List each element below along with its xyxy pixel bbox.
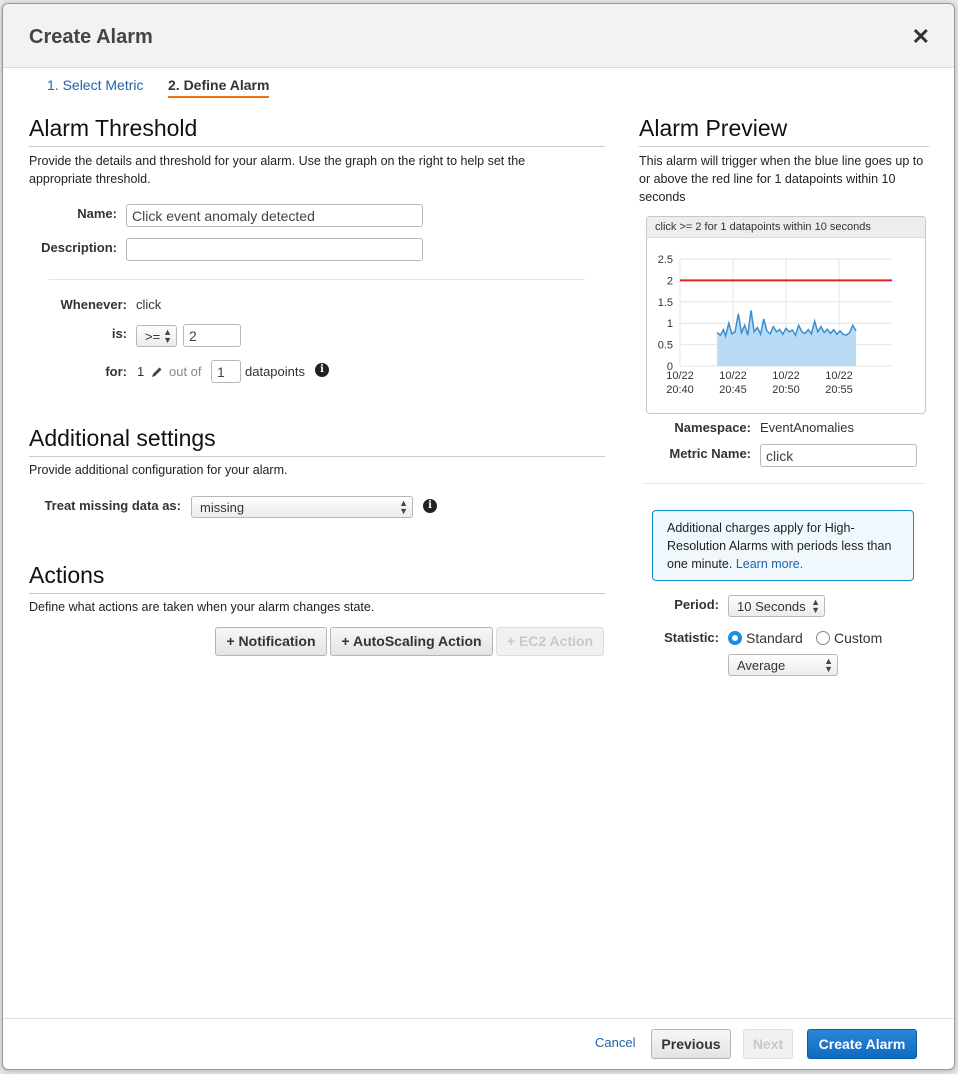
datapoints-label: datapoints — [245, 364, 305, 379]
section-rule — [639, 146, 929, 147]
y-tick-label: 1.5 — [657, 296, 673, 309]
datapoints-input[interactable] — [211, 360, 241, 383]
custom-radio[interactable] — [816, 631, 830, 645]
is-label: is: — [111, 326, 127, 341]
actions-description: Define what actions are taken when your alarm changes state. — [29, 600, 375, 614]
dialog-header — [3, 4, 954, 68]
next-button[interactable]: Next — [743, 1029, 793, 1059]
namespace-value: EventAnomalies — [760, 420, 854, 435]
statistic-select[interactable] — [728, 654, 838, 676]
alarm-description-input[interactable] — [126, 238, 423, 261]
chart-title: click >= 2 for 1 datapoints within 10 seconds — [647, 217, 925, 238]
period-value: 10 Seconds — [737, 599, 806, 614]
x-tick-label: 20:55 — [825, 384, 853, 396]
custom-label: Custom — [834, 630, 883, 646]
alarm-preview-chart — [646, 216, 926, 414]
x-tick-label: 20:45 — [719, 384, 747, 396]
whenever-label: Whenever: — [60, 297, 127, 312]
y-tick-label: 0.5 — [657, 339, 673, 352]
missing-data-value: missing — [200, 500, 245, 515]
threshold-description: Provide the details and threshold for your alarm. Use the graph on the right to help set the appropriate threshold. — [29, 154, 526, 186]
metric-name-label: Metric Name: — [669, 446, 751, 461]
dialog-title: Create Alarm — [29, 26, 153, 48]
x-tick-label: 10/22 — [772, 370, 800, 382]
period-label: Period: — [674, 597, 719, 612]
out-of-text: out of — [169, 364, 202, 379]
missing-data-select[interactable] — [191, 496, 413, 518]
create-alarm-dialog — [2, 3, 955, 1070]
section-rule — [29, 593, 605, 594]
alarm-threshold-heading: Alarm Threshold — [29, 115, 198, 141]
select-arrows-icon: ▲ ▼ — [824, 656, 833, 674]
section-rule — [29, 456, 605, 457]
additional-settings-heading: Additional settings — [29, 425, 216, 451]
add-ec2-action-button[interactable]: + EC2 Action — [496, 627, 604, 656]
learn-more-link[interactable]: Learn more. — [735, 557, 804, 571]
standard-label: Standard — [746, 630, 803, 646]
statistic-value: Average — [737, 658, 786, 673]
notice-text: Additional charges apply for High-Resolution Alarms with periods less than one minute. — [667, 521, 892, 571]
period-select[interactable] — [728, 595, 825, 617]
info-icon[interactable]: i — [423, 499, 437, 513]
namespace-label: Namespace: — [674, 420, 751, 435]
cancel-link[interactable]: Cancel — [595, 1035, 636, 1050]
alarm-preview-heading: Alarm Preview — [639, 115, 788, 141]
select-arrows-icon: ▲ ▼ — [811, 597, 820, 615]
x-tick-label: 20:50 — [772, 384, 800, 396]
previous-button[interactable]: Previous — [651, 1029, 731, 1059]
for-label: for: — [105, 364, 127, 379]
threshold-value-input[interactable] — [183, 324, 241, 347]
select-arrows-icon: ▲ ▼ — [163, 327, 172, 345]
operator-select[interactable] — [136, 325, 177, 347]
y-tick-label: 1 — [666, 318, 673, 331]
select-arrows-icon: ▲ ▼ — [399, 498, 408, 516]
y-tick-label: 2 — [666, 275, 673, 288]
footer-rule — [3, 1018, 954, 1019]
step-define-alarm[interactable]: 2. Define Alarm — [168, 77, 269, 98]
x-tick-label: 20:40 — [666, 384, 694, 396]
y-tick-label: 2.5 — [657, 254, 673, 266]
for-value: 1 — [137, 364, 145, 379]
x-tick-label: 10/22 — [825, 370, 853, 382]
high-resolution-notice — [652, 510, 914, 581]
info-icon[interactable]: i — [315, 363, 329, 377]
statistic-label: Statistic: — [664, 630, 719, 645]
actions-heading: Actions — [29, 562, 105, 588]
name-label: Name: — [77, 206, 117, 221]
x-tick-label: 10/22 — [719, 370, 747, 382]
y-tick-label: 0 — [666, 361, 673, 373]
add-autoscaling-action-button[interactable]: + AutoScaling Action — [330, 627, 493, 656]
additional-description: Provide additional configuration for your alarm. — [29, 463, 288, 477]
add-notification-button[interactable]: + Notification — [215, 627, 327, 656]
missing-data-label: Treat missing data as: — [44, 498, 181, 513]
pencil-icon[interactable] — [151, 366, 163, 378]
divider — [643, 483, 925, 484]
create-alarm-button[interactable]: Create Alarm — [807, 1029, 917, 1059]
divider — [49, 279, 585, 280]
chart-plot — [647, 239, 925, 414]
metric-name-input[interactable] — [760, 444, 917, 467]
standard-radio[interactable] — [728, 631, 742, 645]
description-label: Description: — [41, 240, 117, 255]
step-select-metric[interactable]: 1. Select Metric — [47, 77, 144, 93]
whenever-metric: click — [136, 297, 162, 312]
alarm-name-input[interactable] — [126, 204, 423, 227]
preview-description: This alarm will trigger when the blue line goes up to or above the red line for 1 datapoints within 10 seconds — [639, 154, 924, 204]
operator-value: >= — [145, 329, 161, 344]
section-rule — [29, 146, 605, 147]
x-tick-label: 10/22 — [666, 370, 694, 382]
close-icon[interactable]: ✕ — [911, 24, 930, 49]
